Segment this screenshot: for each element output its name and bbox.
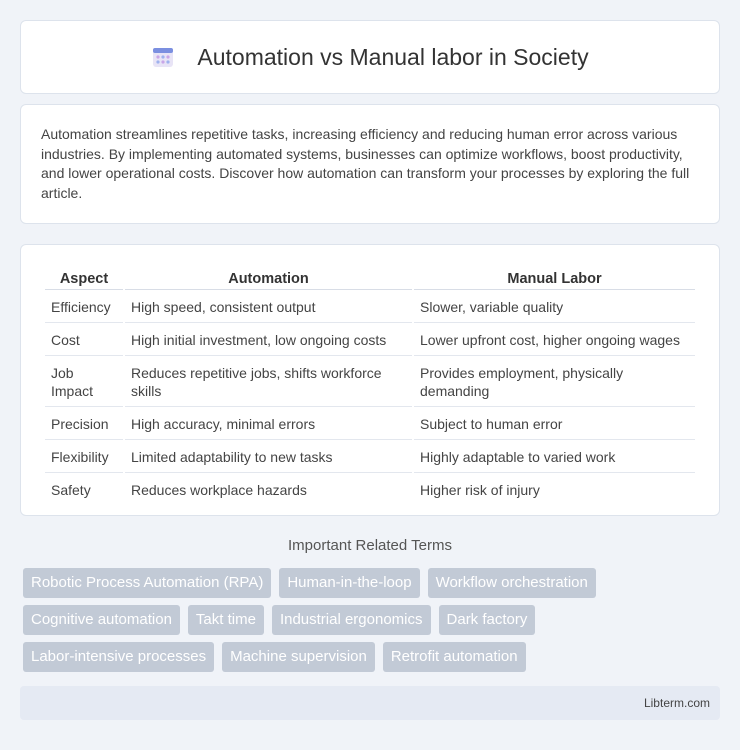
table-cell: Limited adaptability to new tasks [125, 442, 412, 473]
tag-row [23, 642, 723, 672]
tag-retrofit-automation[interactable]: Retrofit automation [383, 642, 526, 672]
tag-industrial-ergonomics[interactable]: Industrial ergonomics [272, 605, 431, 635]
table-cell: Reduces workplace hazards [131, 482, 307, 498]
tag-takt-time[interactable]: Takt time [188, 605, 264, 635]
table-row [45, 292, 695, 323]
table-cell: Safety [51, 482, 91, 498]
table-cell: Efficiency [45, 292, 123, 323]
table-row [45, 358, 695, 407]
table-row [45, 442, 695, 473]
table-cell: Cost [45, 325, 123, 356]
intro-text: Automation streamlines repetitive tasks, increasing efficiency and reducing human error across various industries. By implementing automated systems, businesses can optimize workflows, boost productivity, and lower operational costs. Discover how automation can transform your processes by exploring the full article. [41, 126, 690, 201]
footer [20, 686, 720, 720]
tag-labor-intensive-processes[interactable]: Labor-intensive processes [23, 642, 214, 672]
table-cell: Job Impact [45, 358, 123, 407]
page-title: Automation vs Manual labor in Society [197, 43, 589, 70]
table-header-row [45, 267, 695, 290]
table-cell: Flexibility [45, 442, 123, 473]
table-cell: Highly adaptable to varied work [414, 442, 695, 473]
table-cell: Higher risk of injury [420, 482, 540, 498]
calendar-grid-icon [151, 45, 175, 69]
tag-row [23, 605, 723, 635]
footer-site-link[interactable]: Libterm.com [643, 696, 710, 710]
table-cell: Slower, variable quality [414, 292, 695, 323]
table-cell: Reduces repetitive jobs, shifts workforce skills [125, 358, 412, 407]
column-header-aspect: Aspect [45, 267, 123, 290]
related-terms-heading: Important Related Terms [288, 537, 452, 554]
title-card [20, 20, 720, 94]
comparison-table [43, 265, 697, 507]
table-cell: Precision [45, 409, 123, 440]
table-row [45, 475, 695, 505]
table-cell: High initial investment, low ongoing costs [125, 325, 412, 356]
table-cell: High accuracy, minimal errors [125, 409, 412, 440]
tag-workflow-orchestration[interactable]: Workflow orchestration [428, 568, 596, 598]
tag-row [23, 568, 723, 598]
related-terms-list [23, 568, 723, 679]
table-row [45, 325, 695, 356]
table-cell: Provides employment, physically demanding [414, 358, 695, 407]
column-header-automation: Automation [125, 267, 412, 290]
comparison-card [20, 244, 720, 516]
tag-human-in-the-loop[interactable]: Human-in-the-loop [279, 568, 419, 598]
table-row [45, 409, 695, 440]
table-cell: High speed, consistent output [125, 292, 412, 323]
column-header-manual: Manual Labor [414, 267, 695, 290]
tag-machine-supervision[interactable]: Machine supervision [222, 642, 375, 672]
tag-rpa[interactable]: Robotic Process Automation (RPA) [23, 568, 271, 598]
intro-card [20, 104, 720, 224]
tag-dark-factory[interactable]: Dark factory [439, 605, 536, 635]
tag-cognitive-automation[interactable]: Cognitive automation [23, 605, 180, 635]
table-cell: Lower upfront cost, higher ongoing wages [414, 325, 695, 356]
table-cell: Subject to human error [414, 409, 695, 440]
